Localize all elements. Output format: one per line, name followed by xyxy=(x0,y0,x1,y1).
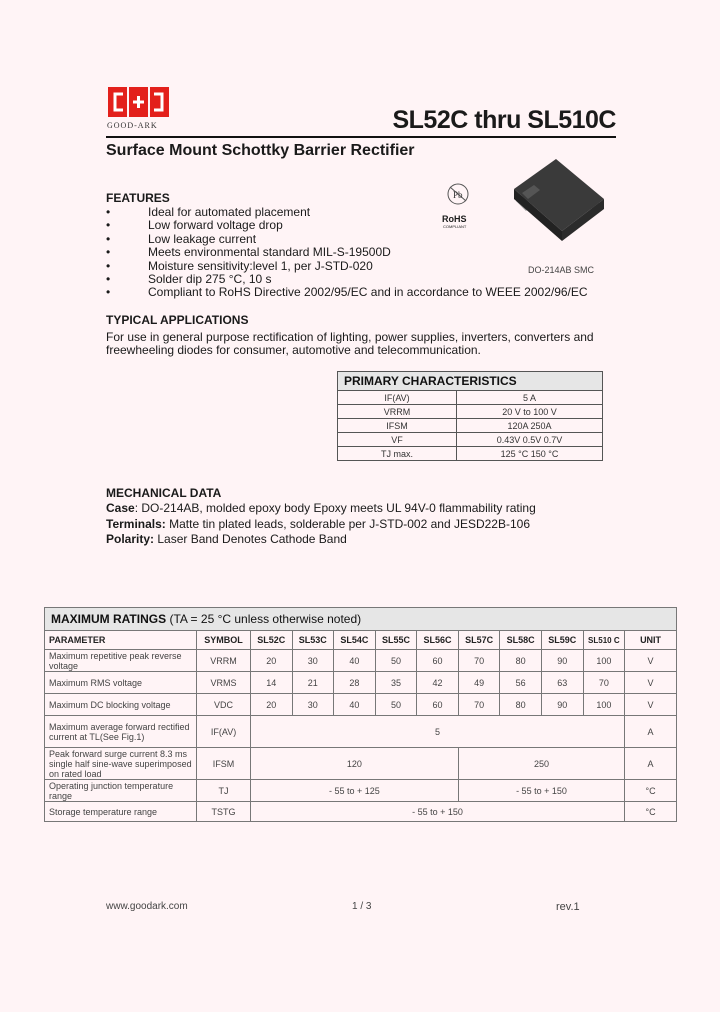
bullet: • xyxy=(106,231,111,246)
primary-characteristics-heading: PRIMARY CHARACTERISTICS xyxy=(338,372,603,391)
company-logo xyxy=(107,85,171,125)
features-heading: FEATURES xyxy=(106,191,170,205)
table-row: IF(AV) 5 A xyxy=(338,391,603,405)
mechanical-heading: MECHANICAL DATA xyxy=(106,486,222,500)
rohs-badge xyxy=(437,181,477,233)
title-divider xyxy=(106,136,616,138)
package-label: DO-214AB SMC xyxy=(528,265,595,275)
table-row: TJ max. 125 °C 150 °C xyxy=(338,447,603,461)
logo-text: GOOD-ARK xyxy=(107,121,158,130)
bullet: • xyxy=(106,258,111,273)
table-row: Maximum average forward rectified current at TL(See Fig.1) IF(AV) 5 A xyxy=(45,716,677,748)
footer-website[interactable]: www.goodark.com xyxy=(106,901,188,912)
footer-page-number: 1 / 3 xyxy=(352,901,372,912)
applications-line-1: For use in general purpose rectification of lighting, power supplies, inverters, converters and xyxy=(106,330,594,344)
rohs-pb-icon xyxy=(437,181,477,211)
table-header-row: PARAMETER SYMBOL SL52C SL53C SL54C SL55C SL56C SL57C SL58C SL59C SL510 C UNIT xyxy=(45,631,677,650)
maximum-ratings-title: MAXIMUM RATINGS (TA = 25 °C unless otherwise noted) xyxy=(45,608,677,631)
bullet: • xyxy=(106,245,111,260)
table-row: Operating junction temperature range TJ - 55 to + 125 - 55 to + 150 °C xyxy=(45,780,677,802)
table-row: Peak forward surge current 8.3 ms single half sine-wave superimposed on rated load IFSM 120 250 A xyxy=(45,748,677,780)
primary-characteristics-table xyxy=(337,371,603,461)
table-row: Storage temperature range TSTG - 55 to + 150 °C xyxy=(45,802,677,822)
svg-text:Pb: Pb xyxy=(453,190,463,200)
mechanical-polarity: Polarity: Laser Band Denotes Cathode Band xyxy=(106,532,347,546)
maximum-ratings-table xyxy=(44,607,677,822)
bullet: • xyxy=(106,218,111,233)
rohs-label: RoHS xyxy=(442,214,467,224)
footer-revision: rev.1 xyxy=(556,901,580,913)
table-row: IFSM 120A 250A xyxy=(338,419,603,433)
maximum-ratings-section xyxy=(44,607,677,822)
bullet: • xyxy=(106,205,111,219)
table-row: Maximum DC blocking voltage VDC 20 30 40 50 60 70 80 90 100 V xyxy=(45,694,677,716)
mechanical-terminals: Terminals: Matte tin plated leads, solderable per J-STD-002 and JESD22B-106 xyxy=(106,517,530,531)
table-row: Maximum RMS voltage VRMS 14 21 28 35 42 49 56 63 70 V xyxy=(45,672,677,694)
mechanical-case: Case: DO-214AB, molded epoxy body Epoxy meets UL 94V-0 flammability rating xyxy=(106,501,536,515)
package-image xyxy=(510,155,606,249)
rohs-sublabel: COMPLIANT xyxy=(443,224,467,229)
applications-heading: TYPICAL APPLICATIONS xyxy=(106,313,249,327)
bullet: • xyxy=(106,285,111,300)
bullet: • xyxy=(106,271,111,286)
table-row: VF 0.43V 0.5V 0.7V xyxy=(338,433,603,447)
applications-line-2: freewheeling diodes for consumer, automotive and telecommunication. xyxy=(106,343,481,357)
page-title: SL52C thru SL510C xyxy=(392,106,616,134)
table-row: VRRM 20 V to 100 V xyxy=(338,405,603,419)
table-row: Maximum repetitive peak reverse voltage VRRM 20 30 40 50 60 70 80 90 100 V xyxy=(45,650,677,672)
page-subtitle: Surface Mount Schottky Barrier Rectifier xyxy=(106,142,415,159)
